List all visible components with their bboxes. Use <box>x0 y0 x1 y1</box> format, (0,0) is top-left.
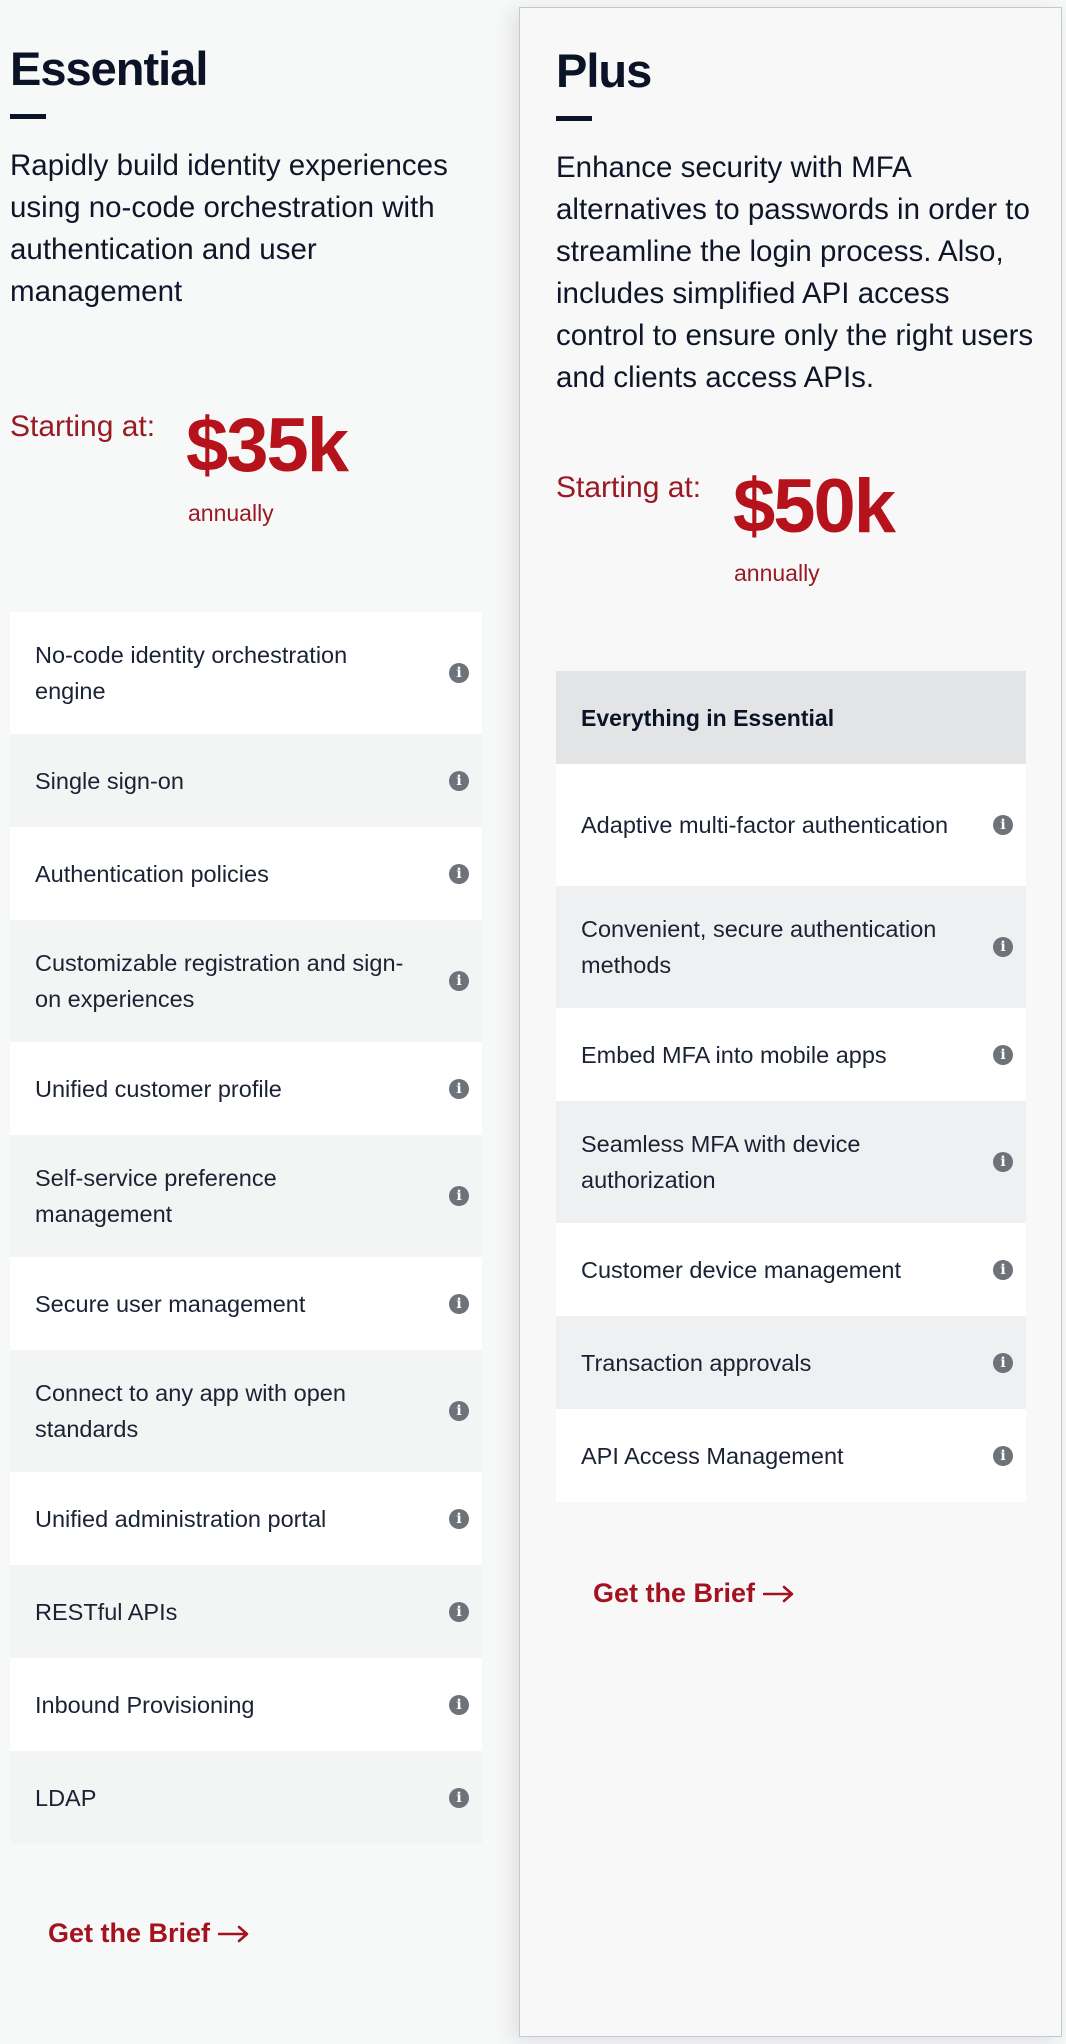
arrow-right-icon <box>218 1924 250 1944</box>
info-icon[interactable]: i <box>993 1260 1013 1280</box>
feature-row <box>10 1257 482 1350</box>
info-icon[interactable]: i <box>449 1079 469 1099</box>
feature-label: Authentication policies <box>35 860 269 887</box>
get-the-brief-link[interactable] <box>593 1578 795 1609</box>
feature-row <box>556 886 1026 1008</box>
info-icon[interactable]: i <box>449 1602 469 1622</box>
info-icon[interactable]: i <box>449 1401 469 1421</box>
price-amount: $35k <box>186 403 348 488</box>
feature-row <box>10 1135 482 1257</box>
feature-label: No-code identity orchestration engine <box>35 642 348 704</box>
feature-row <box>10 827 482 920</box>
plan-description: Rapidly build identity experiences using no-code orchestration with authentication and user management <box>10 149 448 308</box>
feature-row <box>10 1565 482 1658</box>
price-amount: $50k <box>733 464 895 549</box>
price-label: Starting at: <box>556 471 702 504</box>
feature-row <box>556 1101 1026 1223</box>
feature-row <box>10 734 482 827</box>
feature-label: Connect to any app with open standards <box>35 1380 346 1442</box>
info-icon[interactable]: i <box>449 864 469 884</box>
info-icon[interactable]: i <box>449 771 469 791</box>
price-period: annually <box>734 560 820 586</box>
info-icon[interactable]: i <box>449 1186 469 1206</box>
feature-label: Adaptive multi-factor authentication <box>581 812 949 838</box>
feature-row <box>556 1409 1026 1502</box>
feature-label: Self-service preference management <box>35 1165 277 1227</box>
info-icon[interactable]: i <box>993 1353 1013 1373</box>
feature-label: Embed MFA into mobile apps <box>581 1041 887 1068</box>
plan-card-essential <box>0 0 506 2044</box>
feature-label: Seamless MFA with device authorization <box>581 1131 861 1193</box>
feature-label: Unified customer profile <box>35 1075 282 1102</box>
feature-row <box>10 1042 482 1135</box>
feature-row <box>10 1658 482 1751</box>
feature-label: Inbound Provisioning <box>35 1691 255 1718</box>
price-period: annually <box>188 500 274 526</box>
feature-row <box>10 1350 482 1472</box>
feature-list <box>556 671 1026 1502</box>
includes-header-label: Everything in Essential <box>581 704 835 731</box>
plan-title: Plus <box>556 44 652 97</box>
info-icon[interactable]: i <box>449 1788 469 1808</box>
feature-row <box>10 920 482 1042</box>
info-icon[interactable]: i <box>449 1695 469 1715</box>
feature-label: RESTful APIs <box>35 1598 178 1625</box>
feature-label: Secure user management <box>35 1290 306 1317</box>
info-icon[interactable]: i <box>993 937 1013 957</box>
plan-description: Enhance security with MFA alternatives to passwords in order to streamline the login process. Also, includes simplified API access control to ensure only the right users and clients access APIs. <box>556 151 1034 394</box>
get-the-brief-link[interactable] <box>48 1918 250 1949</box>
info-icon[interactable]: i <box>449 663 469 683</box>
info-icon[interactable]: i <box>449 1294 469 1314</box>
feature-label: Transaction approvals <box>581 1349 812 1376</box>
feature-row <box>10 1472 482 1565</box>
feature-row <box>10 612 482 734</box>
feature-row <box>556 1316 1026 1409</box>
feature-label: LDAP <box>35 1784 97 1811</box>
plan-title: Essential <box>10 42 208 95</box>
feature-row <box>556 1223 1026 1316</box>
includes-header-row <box>556 671 1026 764</box>
feature-label: Unified administration portal <box>35 1505 327 1532</box>
info-icon[interactable]: i <box>993 1152 1013 1172</box>
title-underline <box>556 116 592 121</box>
info-icon[interactable]: i <box>993 1446 1013 1466</box>
title-underline <box>10 114 46 119</box>
feature-list <box>10 612 482 1844</box>
feature-label: Customer device management <box>581 1256 902 1283</box>
feature-row <box>10 1751 482 1844</box>
cta-label: Get the Brief <box>593 1578 756 1608</box>
plan-card-plus <box>519 7 1062 2037</box>
price-label: Starting at: <box>10 410 156 443</box>
info-icon[interactable]: i <box>449 1509 469 1529</box>
cta-label: Get the Brief <box>48 1918 211 1948</box>
info-icon[interactable]: i <box>993 1045 1013 1065</box>
feature-row <box>556 764 1026 886</box>
feature-row <box>556 1008 1026 1101</box>
info-icon[interactable]: i <box>993 815 1013 835</box>
feature-label: API Access Management <box>581 1442 844 1469</box>
arrow-right-icon <box>763 1584 795 1604</box>
feature-label: Customizable registration and sign-on experiences <box>35 950 404 1012</box>
feature-label: Convenient, secure authentication methods <box>581 916 937 978</box>
feature-label: Single sign-on <box>35 767 184 794</box>
info-icon[interactable]: i <box>449 971 469 991</box>
